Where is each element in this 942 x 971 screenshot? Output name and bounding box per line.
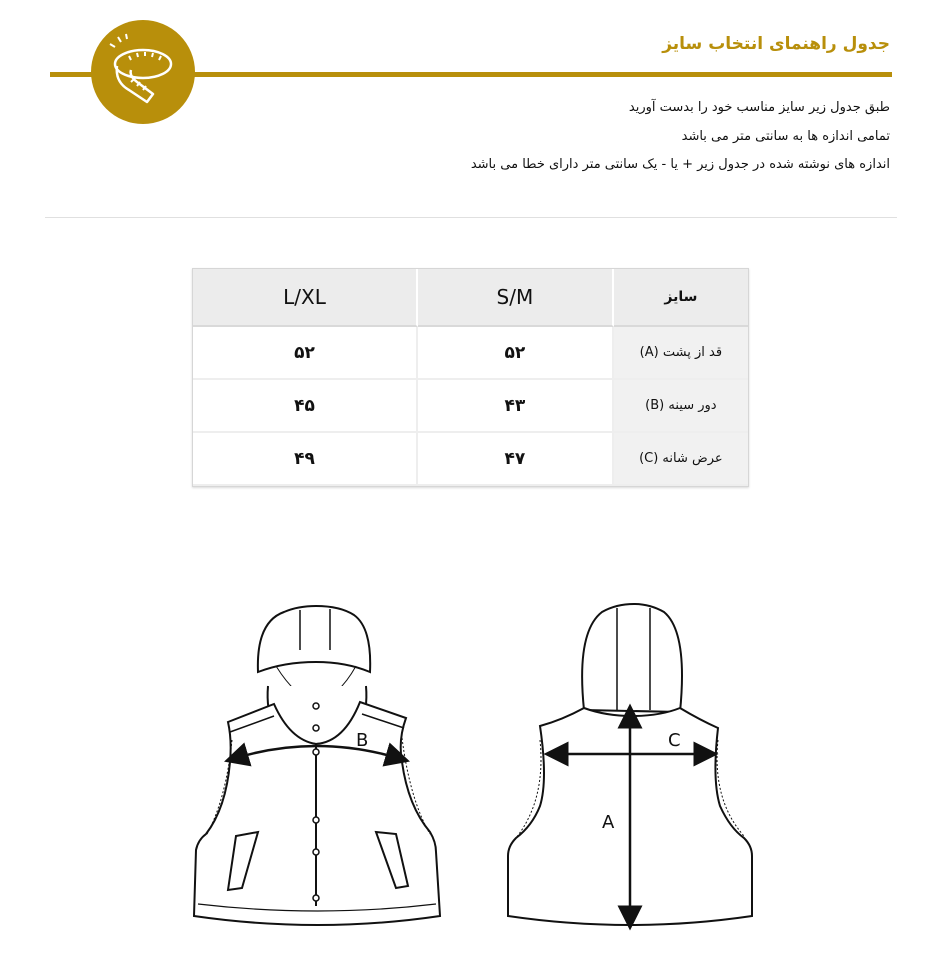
cell-lxl: ۵۲ — [193, 327, 418, 380]
cell-lxl: ۴۵ — [193, 380, 418, 433]
cell-lxl: ۴۹ — [193, 433, 418, 486]
note-line: طبق جدول زیر سایز مناسب خود را بدست آورید — [628, 100, 890, 115]
note-line: تمامی اندازه ها به سانتی متر می باشد — [681, 128, 890, 144]
column-header-size: سایز — [614, 269, 748, 327]
label-b: B — [356, 730, 369, 751]
note-line: اندازه های نوشته شده در جدول زیر + یا - یک سانتی متر دارای خطا می باشد — [470, 157, 890, 172]
page-title: جدول راهنمای انتخاب سایز — [662, 34, 890, 54]
row-label: عرض شانه (C) — [614, 433, 748, 486]
cell-sm: ۵۲ — [418, 327, 614, 380]
cell-sm: ۴۷ — [418, 433, 614, 486]
cell-sm: ۴۳ — [418, 380, 614, 433]
row-label: قد از پشت (A) — [614, 327, 748, 380]
label-a: A — [602, 812, 615, 833]
row-label: دور سینه (B) — [614, 380, 748, 433]
vest-front-drawing — [194, 606, 440, 925]
column-header-lxl: L/XL — [193, 269, 418, 327]
column-header-sm: S/M — [418, 269, 614, 327]
label-c: C — [668, 730, 681, 751]
